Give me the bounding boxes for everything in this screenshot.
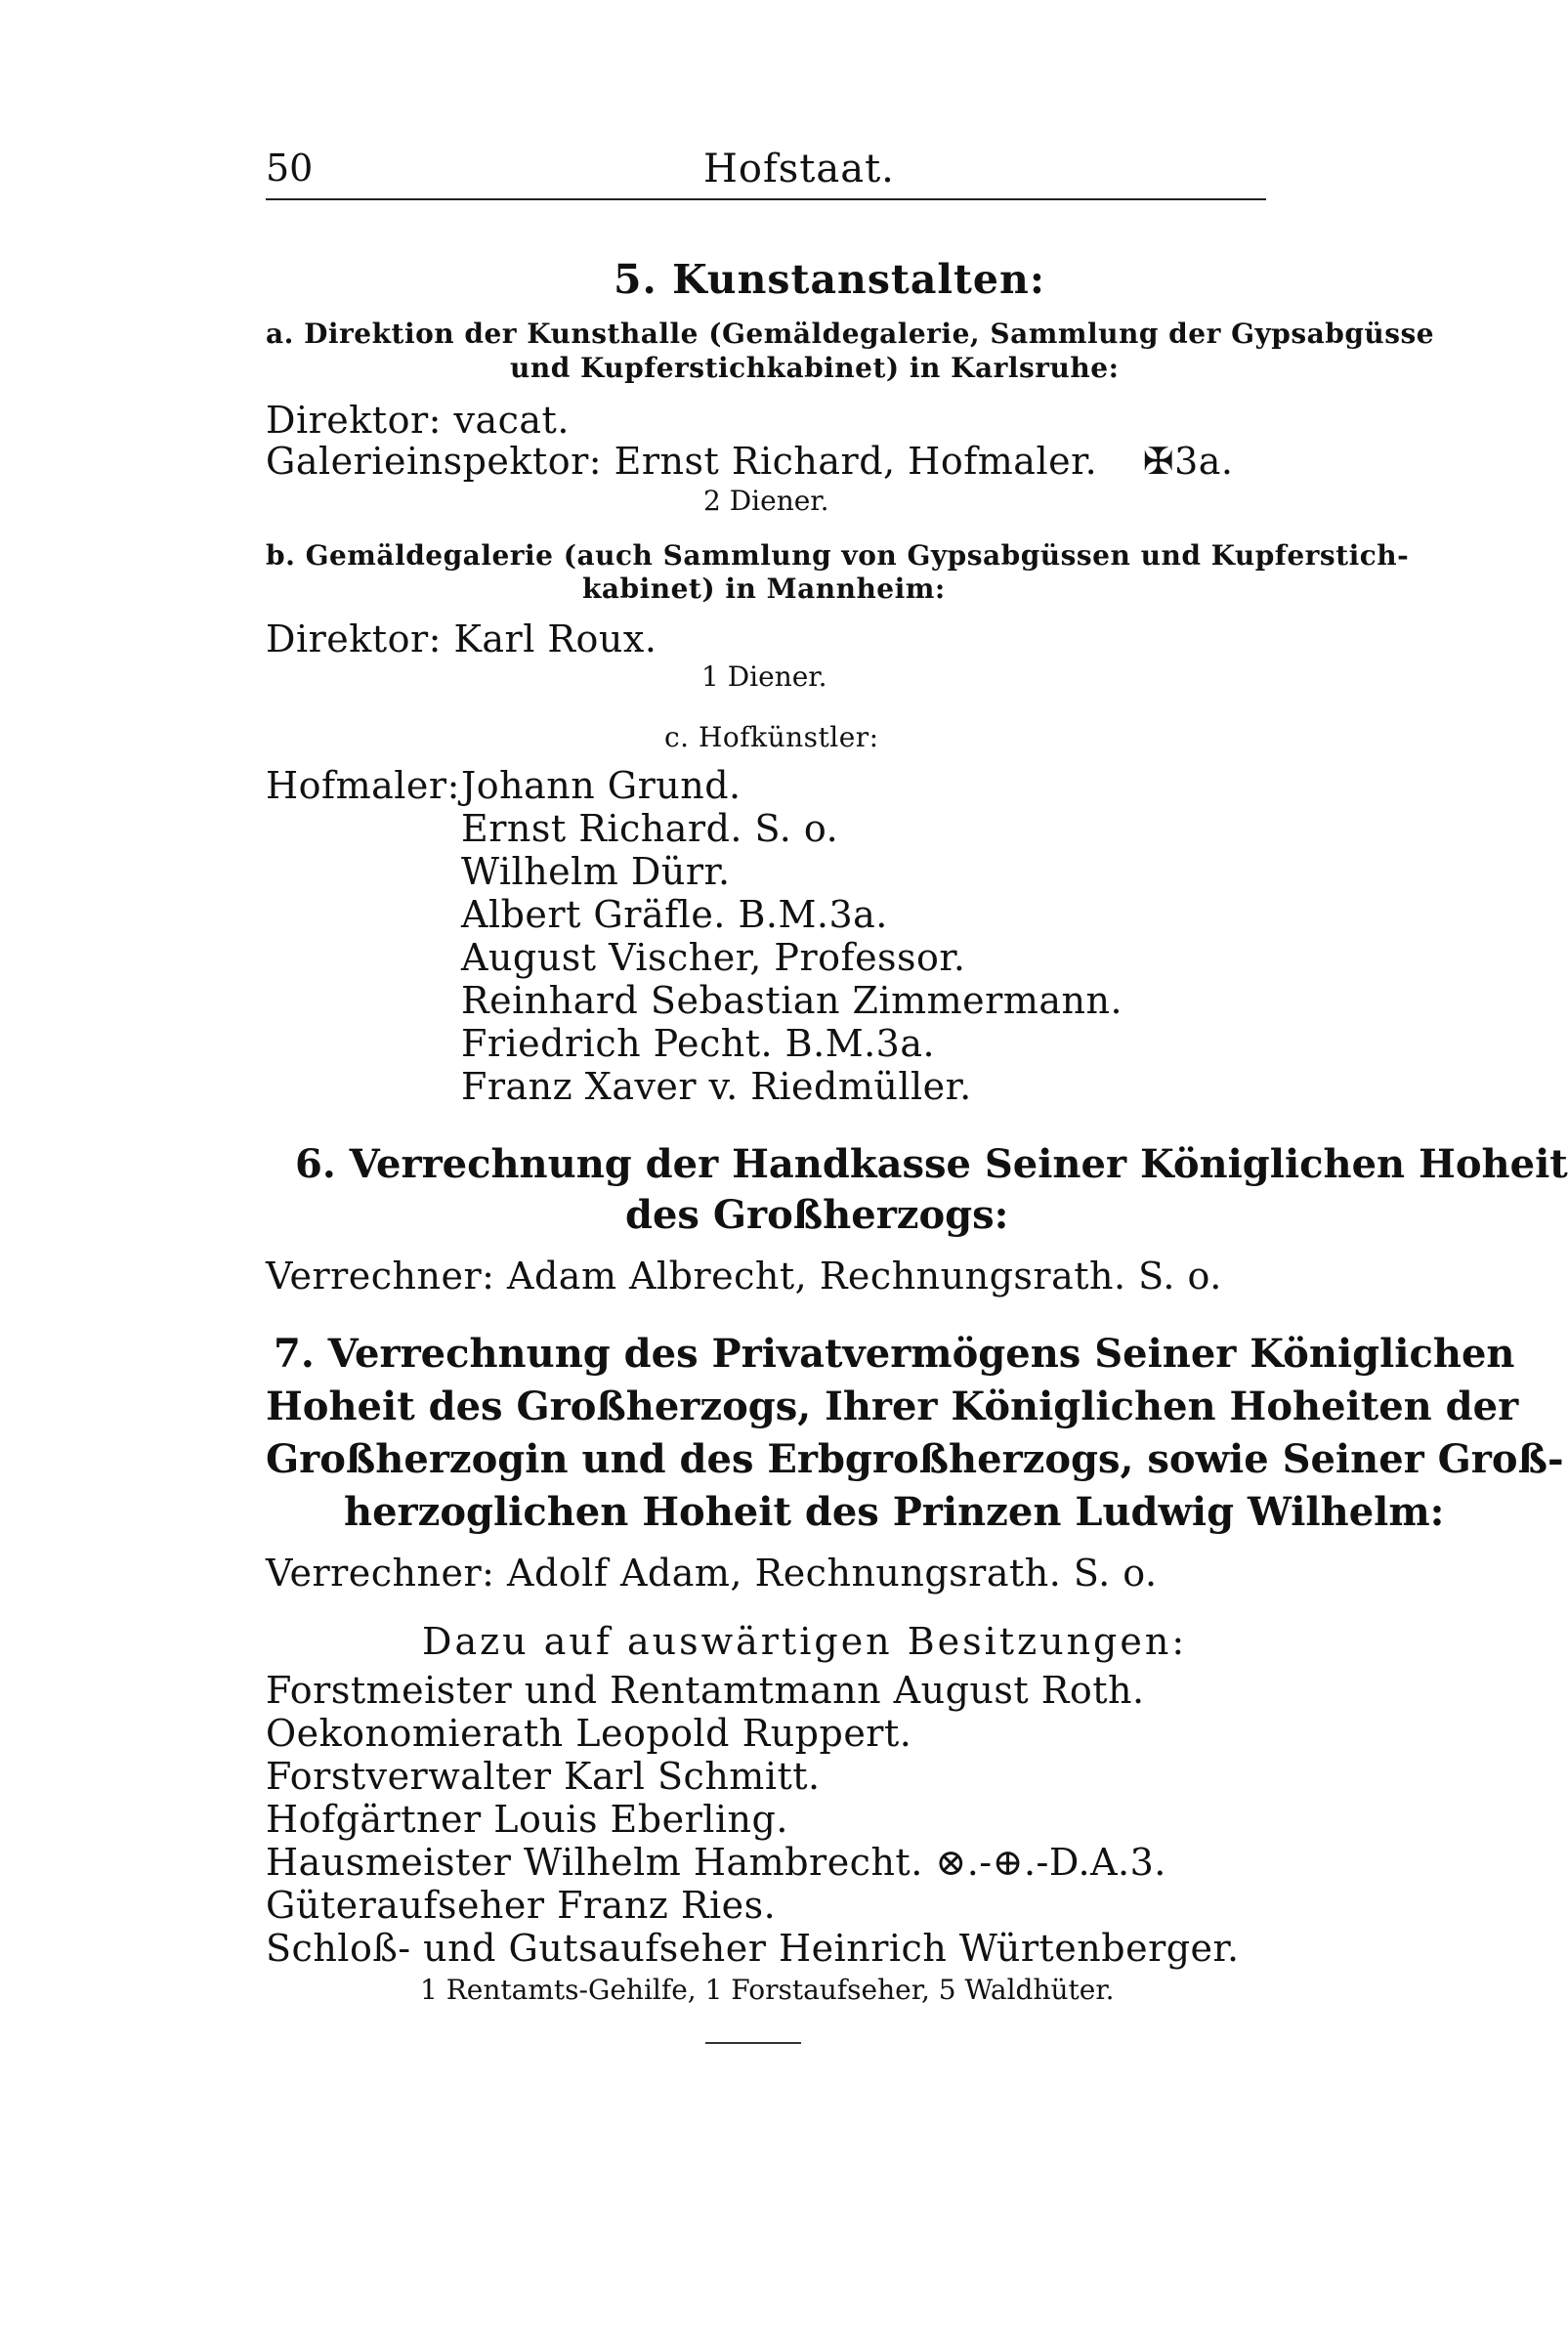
- artist-item: Friedrich Pecht. B.M.3a.: [461, 1022, 936, 1065]
- section-b-servants: 1 Diener.: [701, 660, 827, 693]
- mannheim-director: Direktor: Karl Roux.: [266, 617, 657, 660]
- section-a-heading-2: und Kupferstichkabinet) in Karlsruhe:: [510, 352, 1120, 384]
- section-a-servants: 2 Diener.: [703, 485, 829, 517]
- section-c-heading: c. Hofkünstler:: [664, 721, 879, 753]
- galerie-inspector: [266, 440, 1234, 483]
- subordinate-staff: 1 Rentamts-Gehilfe, 1 Forstaufseher, 5 Waldhüter.: [420, 1974, 1115, 2006]
- estates-heading: Dazu auf auswärtigen Besitzungen:: [422, 1620, 1188, 1663]
- inspector-award: 3a.: [1174, 440, 1234, 483]
- header-rule: [266, 198, 1266, 200]
- closing-rule: [705, 2042, 801, 2044]
- section-7-title-1: 7. Verrechnung des Privatvermögens Seiner Königlichen: [274, 1331, 1515, 1377]
- estate-staff-item: Schloß- und Gutsaufseher Heinrich Würtenberger.: [266, 1927, 1240, 1970]
- section-b-heading-1: b. Gemäldegalerie (auch Sammlung von Gypsabgüssen und Kupferstich-: [266, 539, 1410, 572]
- estate-staff-item: Güteraufseher Franz Ries.: [266, 1884, 777, 1927]
- estate-staff-item: Oekonomierath Leopold Ruppert.: [266, 1712, 912, 1755]
- estate-staff-item: Forstmeister und Rentamtmann August Roth.: [266, 1669, 1145, 1712]
- section-6-entry: Verrechner: Adam Albrecht, Rechnungsrath. S. o.: [266, 1255, 1222, 1298]
- inspector-text: Galerieinspektor: Ernst Richard, Hofmaler.: [266, 440, 1098, 483]
- section-7-title-3: Großherzogin und des Erbgroßherzogs, sowie Seiner Groß-: [266, 1436, 1564, 1482]
- artist-item: Ernst Richard. S. o.: [461, 807, 839, 850]
- section-6-title-1: 6. Verrechnung der Handkasse Seiner Königlichen Hoheit: [295, 1141, 1568, 1187]
- artist-item: Franz Xaver v. Riedmüller.: [461, 1065, 972, 1108]
- section-7-title-4: herzoglichen Hoheit des Prinzen Ludwig Wilhelm:: [344, 1489, 1445, 1535]
- page-number: 50: [266, 147, 314, 190]
- running-title: Hofstaat.: [703, 147, 895, 192]
- artist-item: Albert Gräfle. B.M.3a.: [461, 893, 888, 936]
- artist-item: Reinhard Sebastian Zimmermann.: [461, 979, 1123, 1022]
- estate-staff-item: Hausmeister Wilhelm Hambrecht. ⊗.-⊕.-D.A.3.: [266, 1841, 1166, 1884]
- section-7-entry: Verrechner: Adolf Adam, Rechnungsrath. S. o.: [266, 1552, 1158, 1595]
- estate-staff-item: Hofgärtner Louis Eberling.: [266, 1798, 788, 1841]
- artist-item: August Vischer, Professor.: [461, 936, 966, 979]
- section-a-heading-1: a. Direktion der Kunsthalle (Gemäldegalerie, Sammlung der Gypsabgüsse: [266, 318, 1435, 350]
- estate-staff-item: Forstverwalter Karl Schmitt.: [266, 1755, 821, 1798]
- artist-item: Wilhelm Dürr.: [461, 850, 731, 893]
- kunsthalle-director: Direktor: vacat.: [266, 399, 570, 442]
- hofmaler-label: Hofmaler:: [266, 764, 460, 807]
- order-cross-icon: ✠: [1142, 440, 1175, 483]
- section-5-title: 5. Kunstanstalten:: [614, 256, 1045, 303]
- section-6-title-2: des Großherzogs:: [625, 1192, 1009, 1238]
- section-b-heading-2: kabinet) in Mannheim:: [582, 573, 946, 605]
- section-7-title-2: Hoheit des Großherzogs, Ihrer Königlichen Hoheiten der: [266, 1383, 1519, 1429]
- artist-item: Johann Grund.: [461, 764, 742, 807]
